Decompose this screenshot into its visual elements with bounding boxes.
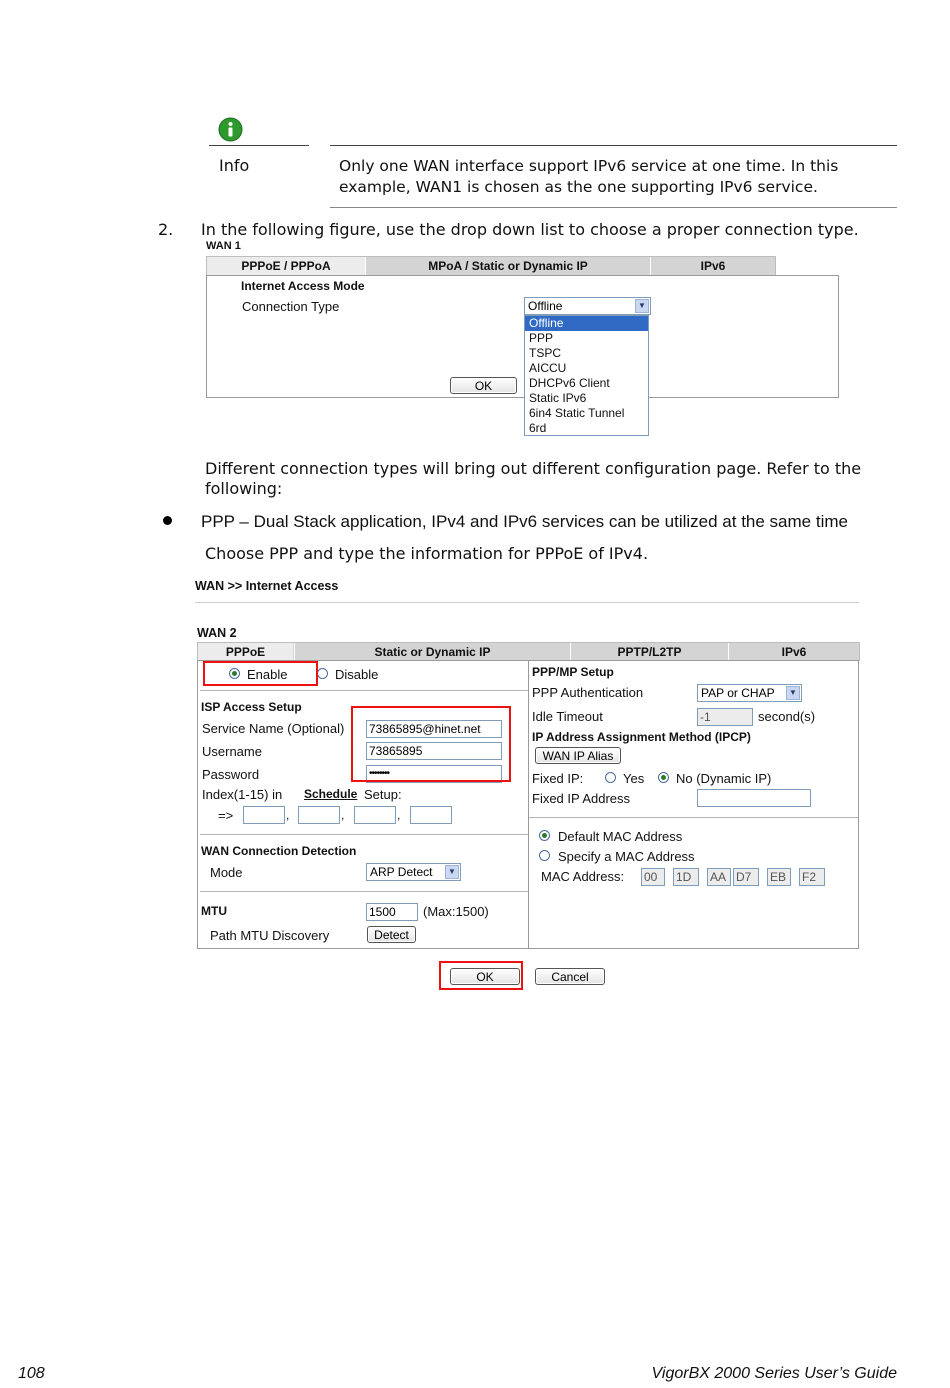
connection-type-select[interactable]: Offline ▼ <box>524 297 651 315</box>
connection-type-label: Connection Type <box>242 299 340 314</box>
fixed-ip-address-input[interactable] <box>697 789 811 807</box>
tab-pptp-l2tp[interactable]: PPTP/L2TP <box>570 643 728 660</box>
dropdown-option[interactable]: Offline <box>525 316 648 331</box>
fixed-ip-address-label: Fixed IP Address <box>532 791 631 806</box>
mtu-max-label: (Max:1500) <box>423 904 489 919</box>
fixed-ip-no-label: No (Dynamic IP) <box>676 771 772 786</box>
dropdown-option[interactable]: 6in4 Static Tunnel <box>529 406 625 420</box>
dropdown-option[interactable]: TSPC <box>529 346 562 360</box>
mac-octet-3[interactable]: AA <box>707 868 731 886</box>
isp-access-setup-title: ISP Access Setup <box>201 700 302 714</box>
fixed-ip-yes-radio[interactable] <box>605 772 616 783</box>
setup-label: Setup: <box>364 787 402 802</box>
mtu-input[interactable]: 1500 <box>366 903 418 921</box>
comma-separator: , <box>397 808 401 822</box>
dropdown-option[interactable]: Static IPv6 <box>529 391 587 405</box>
step-text: In the following figure, use the drop down list to choose a proper connection type. <box>201 220 859 239</box>
fixed-ip-no-radio[interactable] <box>658 772 669 783</box>
schedule-arrow-label: => <box>218 808 234 823</box>
bullet-icon <box>163 516 172 525</box>
service-name-label: Service Name (Optional) <box>202 721 345 736</box>
credentials-highlight-box <box>351 706 511 782</box>
index-label: Index(1-15) in <box>202 787 283 802</box>
specify-mac-label: Specify a MAC Address <box>558 849 695 864</box>
mac-address-label: MAC Address: <box>541 869 625 884</box>
guide-title: VigorBX 2000 Series User’s Guide <box>651 1365 897 1382</box>
tab-mpoa-static-dynamic[interactable]: MPoA / Static or Dynamic IP <box>365 257 650 275</box>
ppp-authentication-select[interactable]: PAP or CHAP ▼ <box>697 684 802 702</box>
fixed-ip-label: Fixed IP: <box>532 771 584 786</box>
fixed-ip-yes-label: Yes <box>623 771 645 786</box>
bullet-text: PPP – Dual Stack application, IPv4 and IPv6 services can be utilized at the same time <box>201 512 848 531</box>
ok-highlight-box <box>439 961 523 990</box>
comma-separator: , <box>286 808 290 822</box>
fig1-ok-button[interactable]: OK <box>450 377 517 394</box>
mac-octet-1[interactable]: 00 <box>641 868 665 886</box>
info-icon <box>218 117 243 142</box>
mac-octet-4[interactable]: D7 <box>733 868 759 886</box>
fig2-column-divider <box>528 660 529 949</box>
info-text-line2: example, WAN1 is chosen as the one supporting IPv6 service. <box>339 178 818 196</box>
info-text-line1: Only one WAN interface support IPv6 service at one time. In this <box>339 157 839 175</box>
cancel-button[interactable]: Cancel <box>535 968 605 985</box>
specify-mac-radio[interactable] <box>539 850 550 861</box>
ppp-authentication-label: PPP Authentication <box>532 685 644 700</box>
right-divider <box>529 817 858 818</box>
left-divider-3 <box>200 891 528 892</box>
service-name-input[interactable]: 73865895@hinet.net <box>366 720 502 738</box>
mode-select[interactable]: ARP Detect ▼ <box>366 863 461 881</box>
tab-ipv6[interactable]: IPv6 <box>728 643 859 660</box>
internet-access-mode-title: Internet Access Mode <box>241 279 365 293</box>
chevron-down-icon: ▼ <box>445 865 459 879</box>
wan-label: WAN 2 <box>197 626 237 640</box>
dropdown-option[interactable]: PPP <box>529 331 554 345</box>
paragraph-line1: Different connection types will bring out different configuration page. Refer to the <box>205 459 862 478</box>
info-text-rule-top <box>330 145 897 146</box>
ipcp-title: IP Address Assignment Method (IPCP) <box>532 730 751 744</box>
default-mac-radio[interactable] <box>539 830 550 841</box>
schedule-index-1[interactable] <box>243 806 285 824</box>
left-divider-1 <box>200 690 528 691</box>
paragraph-choose-ppp: Choose PPP and type the information for PPPoE of IPv4. <box>205 544 649 563</box>
chevron-down-icon: ▼ <box>635 299 649 313</box>
mac-octet-5[interactable]: EB <box>767 868 791 886</box>
schedule-index-3[interactable] <box>354 806 396 824</box>
default-mac-label: Default MAC Address <box>558 829 683 844</box>
idle-timeout-unit: second(s) <box>758 709 816 724</box>
info-label-rule <box>209 145 309 146</box>
info-text-rule-bottom <box>330 207 897 208</box>
left-divider-2 <box>200 834 528 835</box>
fig1-top-cut-label: WAN 1 <box>206 240 241 252</box>
comma-separator: , <box>341 808 345 822</box>
connection-type-dropdown-list <box>524 315 649 436</box>
username-label: Username <box>202 744 262 759</box>
ppp-mp-setup-title: PPP/MP Setup <box>532 665 614 679</box>
breadcrumb-divider <box>195 602 859 603</box>
paragraph-line2: following: <box>205 479 283 498</box>
tab-static-dynamic-ip[interactable]: Static or Dynamic IP <box>294 643 570 660</box>
wan-ip-alias-button[interactable]: WAN IP Alias <box>535 747 621 764</box>
fig1-tabbar <box>206 256 776 276</box>
page-number: 108 <box>18 1365 45 1382</box>
enable-highlight-box <box>203 661 318 686</box>
detect-button[interactable]: Detect <box>367 926 416 943</box>
disable-label: Disable <box>335 667 379 682</box>
schedule-index-4[interactable] <box>410 806 452 824</box>
info-label: Info <box>219 156 250 175</box>
dropdown-option[interactable]: AICCU <box>529 361 567 375</box>
tab-pppoe[interactable]: PPPoE <box>198 643 293 660</box>
schedule-index-2[interactable] <box>298 806 340 824</box>
enable-label: Enable <box>247 667 288 682</box>
mac-octet-6[interactable]: F2 <box>799 868 825 886</box>
fig2-tabbar <box>197 642 860 661</box>
disable-radio[interactable] <box>317 668 328 679</box>
breadcrumb: WAN >> Internet Access <box>195 579 339 593</box>
mac-octet-2[interactable]: 1D <box>673 868 699 886</box>
step-number: 2. <box>158 220 174 239</box>
ok-button[interactable]: OK <box>450 968 520 985</box>
idle-timeout-input[interactable]: -1 <box>697 708 753 726</box>
mode-label: Mode <box>210 865 243 880</box>
fig1-panel <box>206 275 839 398</box>
password-input[interactable]: •••••••• <box>366 765 502 783</box>
username-input[interactable]: 73865895 <box>366 742 502 760</box>
chevron-down-icon: ▼ <box>786 686 800 700</box>
mtu-title: MTU <box>201 904 227 918</box>
password-label: Password <box>202 767 260 782</box>
tab-pppoe-pppoa[interactable]: PPPoE / PPPoA <box>207 257 365 275</box>
wan-connection-detection-title: WAN Connection Detection <box>201 844 357 858</box>
idle-timeout-label: Idle Timeout <box>532 709 603 724</box>
path-mtu-label: Path MTU Discovery <box>210 928 330 943</box>
tab-ipv6[interactable]: IPv6 <box>650 257 775 275</box>
schedule-link[interactable]: Schedule <box>304 787 358 801</box>
dropdown-option[interactable]: 6rd <box>529 421 547 435</box>
dropdown-option[interactable]: DHCPv6 Client <box>529 376 610 390</box>
